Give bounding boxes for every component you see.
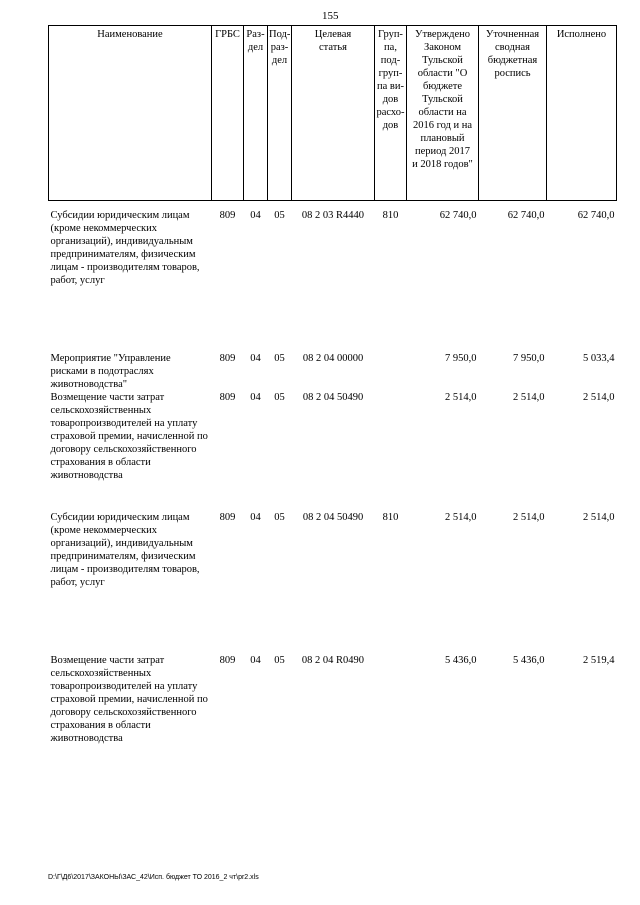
row-approved: 2 514,0 xyxy=(445,392,477,403)
table-row xyxy=(49,511,617,654)
page-number: 155 xyxy=(322,10,339,22)
row-approved: 2 514,0 xyxy=(445,512,477,523)
row-grbs: 809 xyxy=(219,353,236,364)
header-razdel: Раз- дел xyxy=(244,26,268,201)
row-article: 08 2 04 50490 xyxy=(302,392,364,403)
row-article: 08 2 04 00000 xyxy=(302,353,364,364)
table-row xyxy=(49,209,617,352)
file-path-footer: D:\Г\Д6\2017\ЗАКОНЫ\ЗАС_42\Исп. бюджет ТО 2016_2 чт\pr2.xls xyxy=(48,874,259,881)
row-podrazdel: 05 xyxy=(274,353,285,364)
row-razdel: 04 xyxy=(250,353,261,364)
row-group xyxy=(375,391,407,511)
row-podrazdel: 05 xyxy=(274,210,285,221)
row-refined: 5 436,0 xyxy=(513,655,545,666)
row-refined: 2 514,0 xyxy=(513,392,545,403)
row-executed: 2 514,0 xyxy=(583,512,615,523)
row-refined: 7 950,0 xyxy=(513,353,545,364)
budget-table xyxy=(48,25,617,784)
header-group: Груп- па, под- груп- па ви- дов расхо- дов xyxy=(375,26,407,201)
row-name: Субсидии юридическим лицам (кроме некоммерческих организаций), индивидуальным предпринимателям, физическим лицам - производителям товаров, работ, услуг xyxy=(50,512,200,588)
row-grbs: 809 xyxy=(219,512,236,523)
header-article: Целевая статья xyxy=(292,26,375,201)
header-row xyxy=(49,26,617,201)
row-name: Возмещение части затрат сельскохозяйственных товаропроизводителей на уплату страховой премии, начисленной по договору сельскохозяйственного страхования в области животноводства xyxy=(50,392,208,481)
row-approved: 5 436,0 xyxy=(445,655,477,666)
row-grbs: 809 xyxy=(219,210,236,221)
row-razdel: 04 xyxy=(250,655,261,666)
row-executed: 2 519,4 xyxy=(583,655,615,666)
header-grbs: ГРБС xyxy=(212,26,244,201)
row-razdel: 04 xyxy=(250,210,261,221)
row-razdel: 04 xyxy=(250,512,261,523)
row-group xyxy=(375,654,407,784)
table-row xyxy=(49,352,617,391)
row-refined: 62 740,0 xyxy=(507,210,545,221)
row-name: Возмещение части затрат сельскохозяйственных товаропроизводителей на уплату страховой премии, начисленной по договору сельскохозяйственного страхования в области животноводства xyxy=(50,655,208,744)
row-approved: 62 740,0 xyxy=(439,210,477,221)
header-podrazdel: Под- раз- дел xyxy=(268,26,292,201)
row-approved: 7 950,0 xyxy=(445,353,477,364)
row-podrazdel: 05 xyxy=(274,392,285,403)
row-article: 08 2 03 R4440 xyxy=(301,210,365,221)
row-grbs: 809 xyxy=(219,392,236,403)
row-group: 810 xyxy=(382,210,399,221)
row-name: Мероприятие "Управление рисками в подотраслях животноводства" xyxy=(50,353,171,390)
row-group: 810 xyxy=(382,512,399,523)
header-executed: Исполнено xyxy=(547,26,617,201)
table-row xyxy=(49,654,617,784)
header-name: Наименование xyxy=(49,26,212,201)
header-approved: Утверждено Законом Тульской области "О бюджете Тульской области на 2016 год и на плановый период 2017 и 2018 годов" xyxy=(407,26,479,201)
row-refined: 2 514,0 xyxy=(513,512,545,523)
row-podrazdel: 05 xyxy=(274,512,285,523)
row-podrazdel: 05 xyxy=(274,655,285,666)
row-executed: 2 514,0 xyxy=(583,392,615,403)
row-executed: 62 740,0 xyxy=(577,210,615,221)
table-row xyxy=(49,391,617,511)
row-grbs: 809 xyxy=(219,655,236,666)
row-name: Субсидии юридическим лицам (кроме некоммерческих организаций), индивидуальным предпринимателям, физическим лицам - производителям товаров, работ, услуг xyxy=(50,210,200,286)
row-group xyxy=(375,352,407,391)
header-refined: Уточненная сводная бюджетная роспись xyxy=(479,26,547,201)
row-razdel: 04 xyxy=(250,392,261,403)
row-article: 08 2 04 R0490 xyxy=(301,655,365,666)
row-article: 08 2 04 50490 xyxy=(302,512,364,523)
row-executed: 5 033,4 xyxy=(583,353,615,364)
